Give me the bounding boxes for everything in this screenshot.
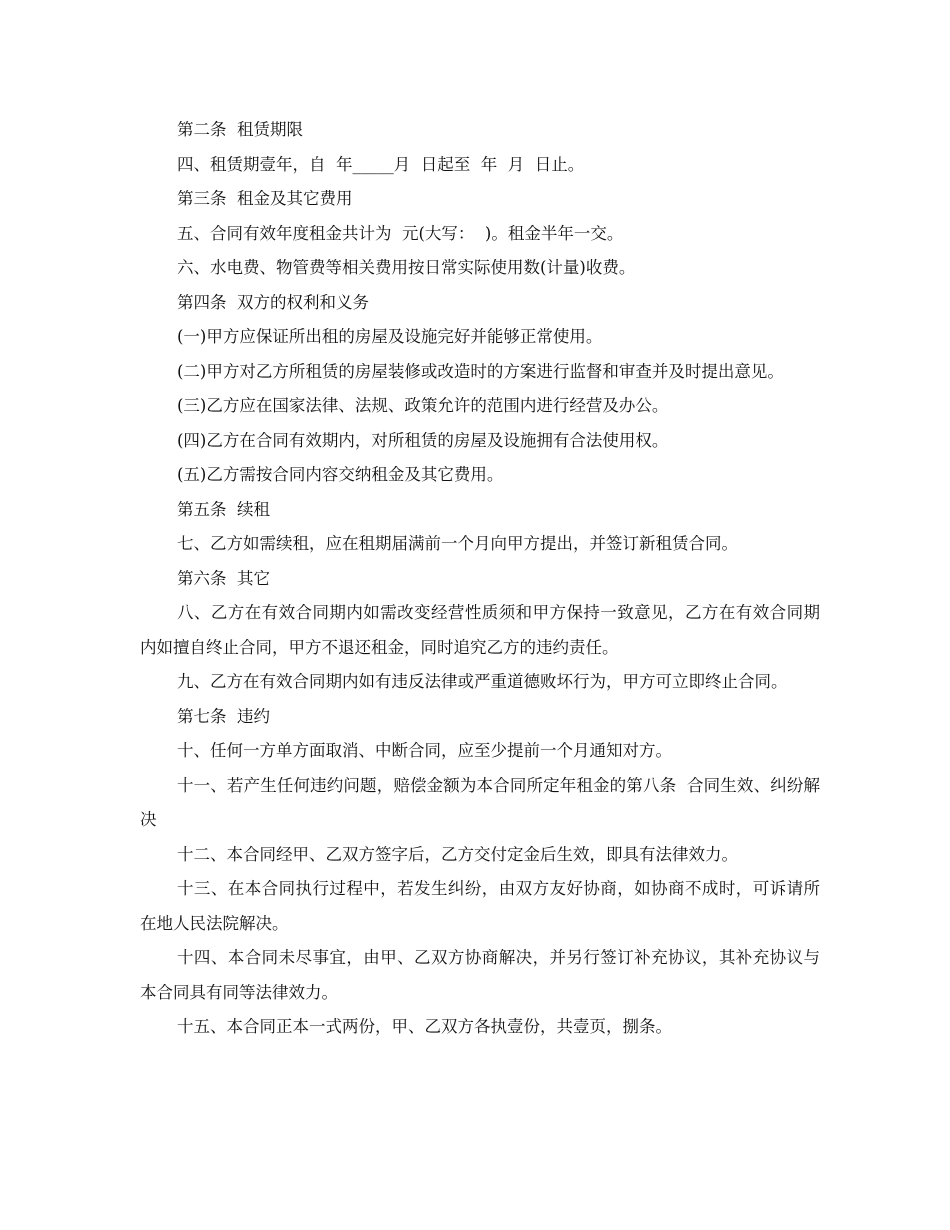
item-5-pay-rent: (五)乙方需按合同内容交纳租金及其它费用。 (177, 465, 504, 484)
clause-7-renewal: 七、乙方如需续租，应在租期届满前一个月向甲方提出，并签订新租赁合同。 (177, 534, 738, 553)
clause-15-copies: 十五、本合同正本一式两份，甲、乙双方各执壹份，共壹页，捌条。 (177, 1017, 672, 1036)
clause-9-violation-termination: 九、乙方在有效合同期内如有违反法律或严重道德败坏行为，甲方可立即终止合同。 (177, 672, 788, 691)
document-body (140, 113, 820, 1045)
clause-11-compensation: 十一、若产生任何违约问题，赔偿金额为本合同所定年租金的第八条 合同生效、纠纷解决 (140, 775, 820, 829)
clause-13-disputes: 十三、在本合同执行过程中，若发生纠纷，由双方友好协商，如协商不成时，可诉请所在地人民法院解决。 (140, 879, 820, 933)
section-heading-rights-obligations: 第四条 双方的权利和义务 (177, 292, 369, 312)
clause-6-utility-fees: 六、水电费、物管费等相关费用按日常实际使用数(计量)收费。 (177, 258, 636, 277)
item-1-landlord-guarantee: (一)甲方应保证所出租的房屋及设施完好并能够正常使用。 (177, 327, 603, 346)
clause-4-lease-period: 四、租赁期壹年，自 年_____月 日起至 年 月 日止。 (177, 154, 585, 174)
clause-12-effectiveness: 十二、本合同经甲、乙双方签字后，乙方交付定金后生效，即具有法律效力。 (177, 844, 738, 864)
clause-14-supplementary: 十四、本合同未尽事宜，由甲、乙双方协商解决，并另行签订补充协议，其补充协议与本合同具有同等法律效力。 (140, 948, 820, 1002)
section-heading-other: 第六条 其它 (177, 568, 270, 588)
item-4-right-of-use: (四)乙方在合同有效期内，对所租赁的房屋及设施拥有合法使用权。 (177, 430, 669, 450)
item-2-renovation-supervision: (二)甲方对乙方所租赁的房屋装修或改造时的方案进行监督和审查并及时提出意见。 (177, 361, 784, 381)
clause-10-notice: 十、任何一方单方面取消、中断合同，应至少提前一个月通知对方。 (177, 741, 672, 760)
section-heading-breach: 第七条 违约 (177, 706, 270, 726)
item-3-lawful-operation: (三)乙方应在国家法律、法规、政策允许的范围内进行经营及办公。 (177, 396, 669, 415)
section-heading-renewal: 第五条 续租 (177, 499, 270, 519)
section-heading-rent-fees: 第三条 租金及其它费用 (177, 189, 353, 208)
clause-8-business-change: 八、乙方在有效合同期内如需改变经营性质须和甲方保持一致意见，乙方在有效合同期内如擅自终止合同，甲方不退还租金，同时追究乙方的违约责任。 (140, 603, 820, 657)
section-heading-lease-term: 第二条 租赁期限 (177, 120, 303, 139)
clause-5-annual-rent: 五、合同有效年度租金共计为 元(大写： )。租金半年一交。 (177, 223, 624, 243)
